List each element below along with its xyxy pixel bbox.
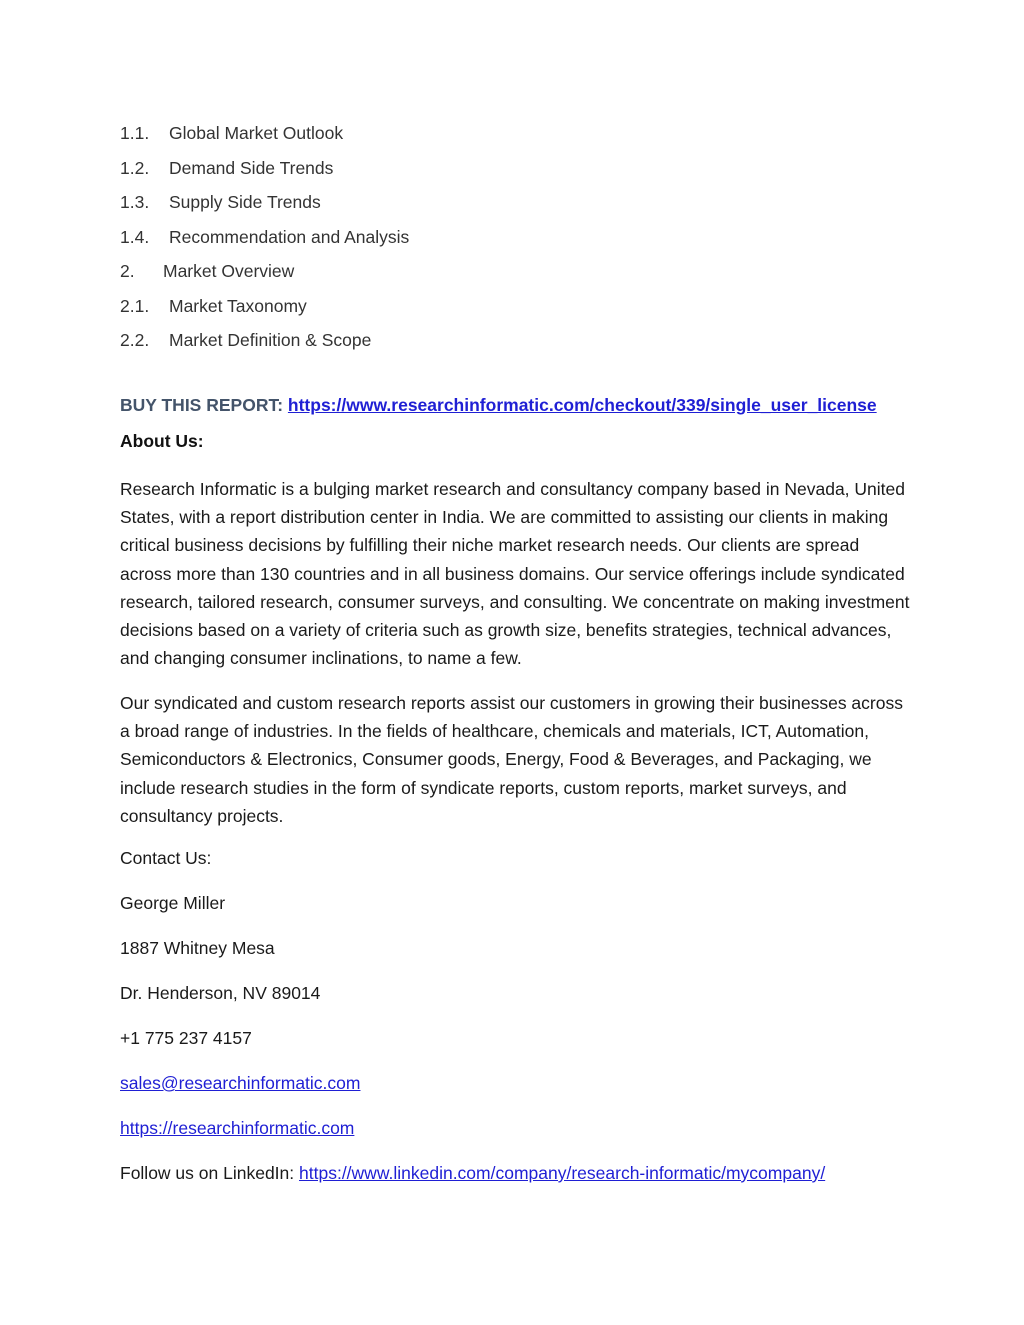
table-of-contents [120,119,900,361]
toc-number: 2.1. [120,295,150,316]
toc-label: Market Overview [163,261,295,281]
contact-email-link[interactable]: sales@researchinformatic.com [120,1073,361,1093]
toc-label: Market Taxonomy [169,295,307,316]
about-paragraph-1: Research Informatic is a bulging market research and consultancy company based in Nevada, United States, with a report distribution center in India. We are committed to assisting our clients in making critical business decisions by fulfilling their niche market research needs. Our clients are spread across more than 130 countries and in all business domains. Our service offerings include syndicated research, tailored research, consumer surveys, and consulting. We concentrate on making investment decisions based on a variety of criteria such as growth size, benefits strategies, technical advances, and changing consumer inclinations, to name a few. [120,479,910,669]
toc-item [120,292,900,327]
toc-item [120,119,900,154]
toc-label: Global Market Outlook [169,123,344,143]
about-heading: About Us: [120,431,204,451]
toc-item [120,257,900,292]
contact-name: George Miller [120,893,226,913]
toc-label: Demand Side Trends [169,157,334,178]
buy-report-label: BUY THIS REPORT: [120,395,284,415]
toc-label: Recommendation and Analysis [169,226,410,247]
linkedin-label: Follow us on LinkedIn: [120,1163,295,1183]
about-paragraph-2: Our syndicated and custom research reports assist our customers in growing their businesses across a broad range of industries. In the fields of healthcare, chemicals and materials, ICT, Automation, Semiconductors & Electronics, Consumer goods, Energy, Food & Beverages, and Packaging, we include research studies in the form of syndicate reports, custom reports, market surveys, and consultancy projects. [120,693,903,826]
contact-website-line [120,1118,354,1139]
toc-item [120,326,900,361]
contact-address-line-2: Dr. Henderson, NV 89014 [120,983,321,1003]
contact-phone: +1 775 237 4157 [120,1028,252,1048]
contact-heading: Contact Us: [120,848,212,868]
toc-number: 2. [120,261,135,281]
toc-number: 1.3. [120,192,150,212]
toc-label: Market Definition & Scope [169,330,372,350]
toc-number: 1.1. [120,123,150,143]
toc-number: 1.4. [120,226,150,247]
toc-number: 2.2. [120,330,150,350]
contact-email-line [120,1073,360,1094]
linkedin-link[interactable]: https://www.linkedin.com/company/research-informatic/mycompany/ [299,1163,826,1183]
contact-address-line-1: 1887 Whitney Mesa [120,938,275,958]
linkedin-line [120,1163,825,1184]
toc-number: 1.2. [120,157,150,178]
toc-label: Supply Side Trends [169,192,321,212]
toc-item [120,188,900,223]
toc-item [120,223,900,258]
buy-report-line [120,395,877,416]
toc-item [120,154,900,189]
contact-website-link[interactable]: https://researchinformatic.com [120,1118,355,1138]
buy-report-link[interactable]: https://www.researchinformatic.com/checkout/339/single_user_license [287,395,877,415]
